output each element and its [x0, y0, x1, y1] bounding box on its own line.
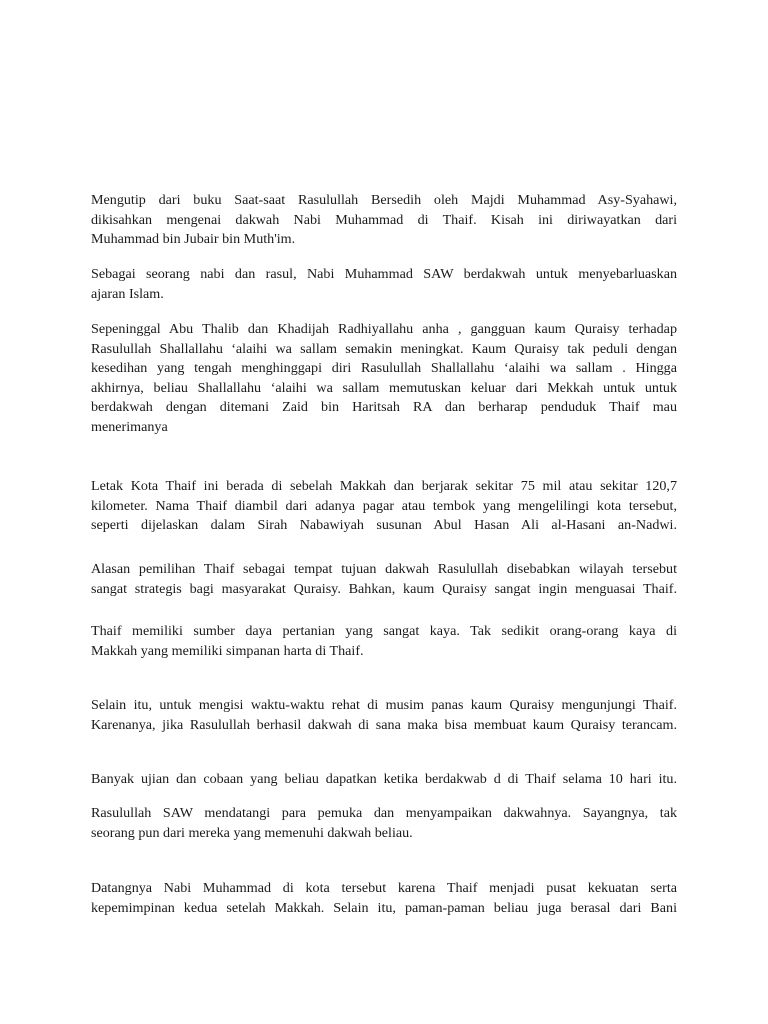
paragraph-line: Karenanya, jika Rasulullah berhasil dakwah di sana maka bisa membuat kaum Quraisy terancam.	[91, 716, 677, 733]
paragraph-7	[91, 696, 677, 735]
paragraph-2	[91, 265, 677, 304]
paragraph-9	[91, 804, 677, 843]
paragraph-line: ajaran Islam.	[91, 285, 164, 302]
paragraph-line: kepemimpinan kedua setelah Makkah. Selain itu, paman-paman beliau juga berasal dari Bani	[91, 899, 677, 916]
paragraph-line: kilometer. Nama Thaif diambil dari adanya pagar atau tembok yang mengelilingi kota tersebut,	[91, 497, 677, 514]
paragraph-line: Rasulullah Shallallahu ‘alaihi wa sallam semakin meningkat. Kaum Quraisy tak peduli dengan	[91, 340, 677, 357]
paragraph-line: Makkah yang memiliki simpanan harta di Thaif.	[91, 642, 364, 659]
paragraph-line: Banyak ujian dan cobaan yang beliau dapatkan ketika berdakwab d di Thaif selama 10 hari itu.	[91, 771, 677, 787]
paragraph-line: Letak Kota Thaif ini berada di sebelah Makkah dan berjarak sekitar 75 mil atau sekitar 120,7	[91, 478, 677, 494]
paragraph-line: seorang pun dari mereka yang memenuhi dakwah beliau.	[91, 824, 413, 841]
paragraph-line: berdakwah dengan ditemani Zaid bin Haritsah RA dan berharap penduduk Thaif mau	[91, 399, 677, 415]
paragraph-line: Sebagai seorang nabi dan rasul, Nabi Muhammad SAW berdakwah untuk menyebarluaskan	[91, 266, 677, 282]
paragraph-line: seperti dijelaskan dalam Sirah Nabawiyah susunan Abul Hasan Ali al-Hasani an-Nadwi.	[91, 517, 677, 533]
paragraph-line: Alasan pemilihan Thaif sebagai tempat tujuan dakwah Rasulullah disebabkan wilayah tersebut	[91, 561, 677, 577]
paragraph-4	[91, 477, 677, 536]
paragraph-line: Rasulullah SAW mendatangi para pemuka dan menyampaikan dakwahnya. Sayangnya, tak	[91, 805, 677, 821]
paragraph-3	[91, 320, 677, 437]
paragraph-line: dikisahkan mengenai dakwah Nabi Muhammad di Thaif. Kisah ini diriwayatkan dari	[91, 211, 677, 228]
paragraph-line: Datangnya Nabi Muhammad di kota tersebut karena Thaif menjadi pusat kekuatan serta	[91, 880, 677, 896]
paragraph-8	[91, 770, 677, 790]
paragraph-line: menerimanya	[91, 418, 168, 435]
paragraph-line: akhirnya, beliau Shallallahu ‘alaihi wa sallam memutuskan keluar dari Mekkah untuk untuk	[91, 379, 677, 396]
paragraph-line: Muhammad bin Jubair bin Muth'im.	[91, 231, 296, 247]
paragraph-line: Sepeninggal Abu Thalib dan Khadijah Radhiyallahu anha , gangguan kaum Quraisy terhadap	[91, 321, 677, 337]
paragraph-line: Selain itu, untuk mengisi waktu-waktu rehat di musim panas kaum Quraisy mengunjungi Thaif.	[91, 697, 677, 713]
paragraph-line: sangat strategis bagi masyarakat Quraisy. Bahkan, kaum Quraisy sangat ingin menguasai Thaif.	[91, 580, 677, 597]
paragraph-5	[91, 560, 677, 599]
paragraph-line: kesedihan yang tengah menghinggapi diri Rasulullah Shallallahu ‘alaihi wa sallam . Hingga	[91, 360, 677, 376]
paragraph-line: Mengutip dari buku Saat-saat Rasulullah Bersedih oleh Majdi Muhammad Asy-Syahawi,	[91, 192, 677, 208]
paragraph-1	[91, 191, 677, 250]
paragraph-6	[91, 622, 677, 661]
paragraph-10	[91, 879, 677, 918]
paragraph-line: Thaif memiliki sumber daya pertanian yang sangat kaya. Tak sedikit orang-orang kaya di	[91, 623, 677, 639]
